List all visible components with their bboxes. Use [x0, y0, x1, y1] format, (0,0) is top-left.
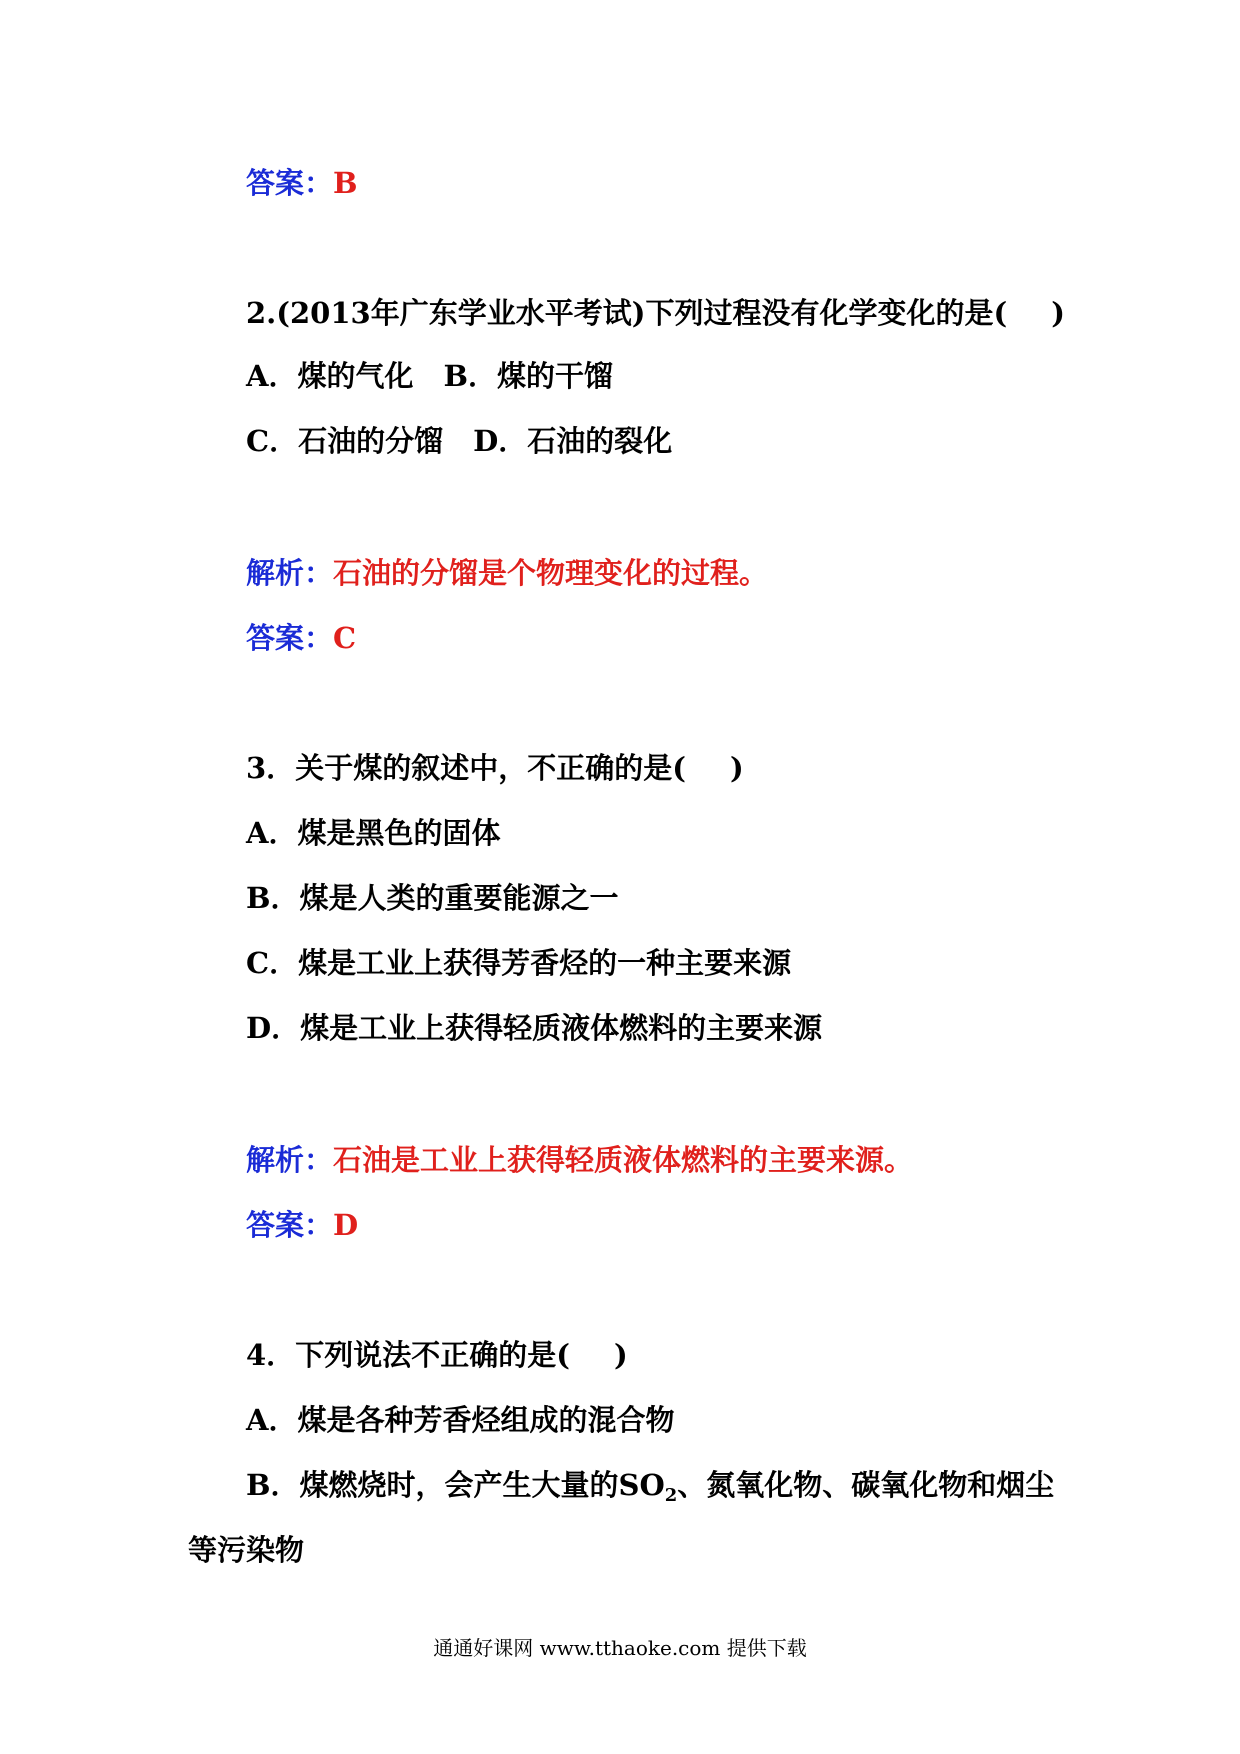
- question-4-option-a: [246, 1400, 675, 1440]
- answer-bracket-open: (: [993, 296, 1008, 330]
- option-text: 煤是黑色的固体: [297, 816, 501, 850]
- analysis-text: 石油是工业上获得轻质液体燃料的主要来源。: [333, 1143, 914, 1177]
- answer-label: 答案：: [246, 621, 334, 655]
- question-stem: 关于煤的叙述中，不正确的是: [295, 751, 673, 785]
- question-stem: 下列过程没有化学变化的是: [645, 296, 994, 330]
- answer-bracket-close: ): [613, 1338, 628, 1372]
- option-letter: A．: [246, 359, 298, 393]
- option-letter: B．: [443, 359, 498, 393]
- subscript: 2: [664, 1485, 678, 1506]
- question-2-options-ab: [246, 356, 613, 396]
- analysis-text: 石油的分馏是个物理变化的过程。: [333, 556, 769, 590]
- question-number: 3．: [246, 751, 296, 785]
- answer-value: C: [333, 621, 357, 655]
- option-text: 石油的分馏: [298, 424, 444, 458]
- option-text: 煤的气化: [297, 359, 414, 393]
- question-4-option-b: [246, 1465, 1054, 1516]
- option-text: 煤是工业上获得轻质液体燃料的主要来源: [300, 1011, 823, 1045]
- option-letter: C．: [246, 424, 299, 458]
- question-3-option-a: [246, 813, 501, 853]
- answer-bracket-close: ): [1051, 296, 1065, 330]
- option-letter: D．: [246, 1011, 301, 1045]
- question-4-stem: [246, 1335, 628, 1375]
- option-text: 煤是人类的重要能源之一: [299, 881, 619, 915]
- question-3-option-c: [246, 943, 791, 983]
- question-3-option-b: [246, 878, 619, 918]
- option-letter: A．: [246, 1403, 298, 1437]
- option-text: 煤燃烧时，会产生大量的SO: [299, 1468, 665, 1502]
- answer-value: B: [333, 166, 358, 200]
- question-3-answer: [246, 1205, 358, 1245]
- question-number: 2.: [246, 296, 277, 330]
- question-stem: 下列说法不正确的是: [295, 1338, 557, 1372]
- question-3-analysis: [246, 1140, 913, 1180]
- answer-bracket-open: (: [556, 1338, 570, 1372]
- option-letter: A．: [246, 816, 298, 850]
- question-3-option-d: [246, 1008, 822, 1048]
- answer-label: 答案：: [246, 1208, 334, 1242]
- question-number: 4．: [246, 1338, 296, 1372]
- answer-bracket-close: ): [729, 751, 744, 785]
- question-source: (2013年广东学业水平考试): [276, 296, 646, 330]
- answer-value: D: [333, 1208, 359, 1242]
- answer-line-1: [246, 163, 358, 203]
- answer-label: 答案：: [246, 166, 334, 200]
- page-footer: 通通好课网 www.tthaoke.com 提供下载: [433, 1636, 807, 1660]
- option-text-continuation: 等污染物: [188, 1533, 305, 1567]
- option-text-cont: 、氮氧化物、碳氧化物和烟尘: [677, 1468, 1055, 1502]
- option-text: 煤的干馏: [497, 359, 614, 393]
- question-2-stem: [246, 293, 1065, 333]
- answer-bracket-open: (: [672, 751, 686, 785]
- question-2-answer: [246, 618, 356, 658]
- analysis-label: 解析：: [246, 1143, 334, 1177]
- option-letter: B．: [246, 1468, 300, 1502]
- option-letter: D．: [473, 424, 528, 458]
- option-letter: B．: [246, 881, 300, 915]
- option-letter: C．: [246, 946, 299, 980]
- question-4-option-b-continuation: [188, 1530, 304, 1570]
- question-3-stem: [246, 748, 744, 788]
- analysis-label: 解析：: [246, 556, 334, 590]
- question-2-options-cd: [246, 421, 672, 461]
- option-text: 煤是工业上获得芳香烃的一种主要来源: [298, 946, 792, 980]
- question-2-analysis: [246, 553, 768, 593]
- option-text: 煤是各种芳香烃组成的混合物: [297, 1403, 675, 1437]
- option-text: 石油的裂化: [527, 424, 673, 458]
